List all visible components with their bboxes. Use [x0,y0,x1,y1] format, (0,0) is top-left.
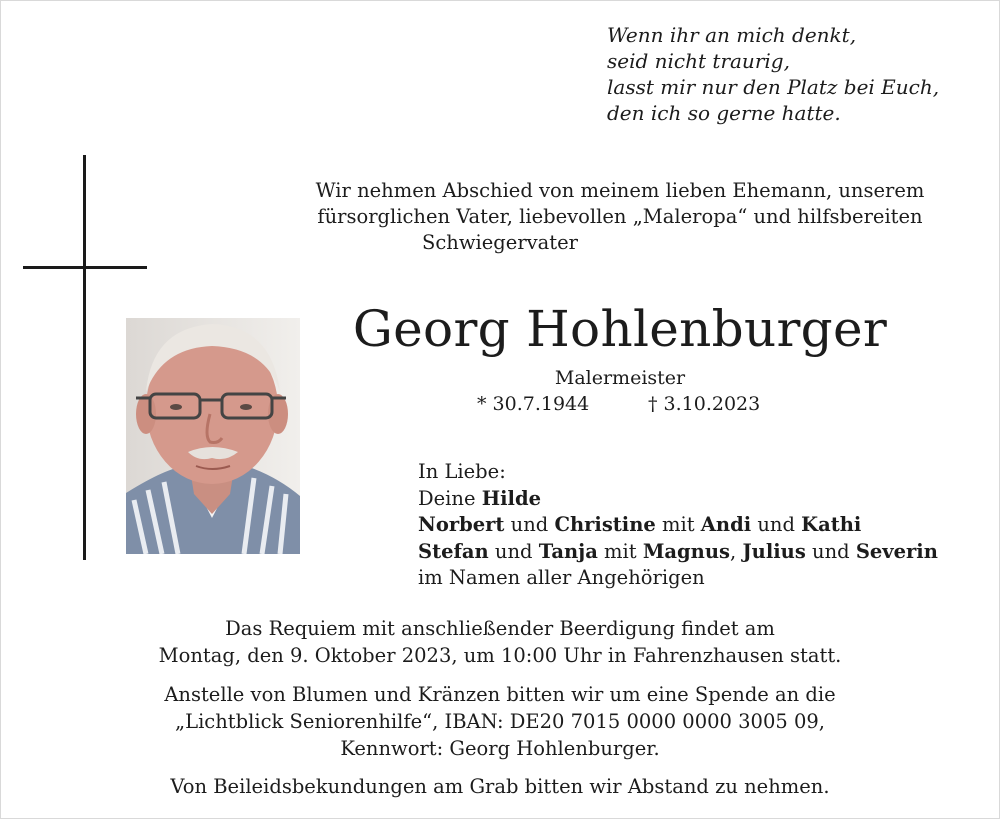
text: und [504,513,555,536]
farewell-line: Schwiegervater [422,231,578,254]
death-date: † 3.10.2023 [648,393,761,415]
poem-line: Wenn ihr an mich denkt, [607,23,857,47]
cross-icon-bar [23,266,147,269]
mourner-line [418,486,938,513]
text: und [488,539,539,563]
profession: Malermeister [554,367,686,389]
mourner-name: Kathi [801,513,862,536]
mourner-line [418,512,938,539]
poem [607,22,939,126]
condolence-line: Von Beileidsbekundungen am Grab bitten wir Abstand zu nehmen. [170,775,830,798]
mourner-name: Julius [742,539,806,563]
text: mit [597,539,643,563]
poem-line: seid nicht traurig, [607,49,790,73]
mourner-name: Christine [554,513,656,536]
requiem-line: Das Requiem mit anschließender Beerdigung findet am [225,617,775,640]
donation-line: Anstelle von Blumen und Kränzen bitten wir um eine Spende an die [164,683,836,706]
cross-icon [83,155,86,560]
donation-line: Kennwort: Georg Hohlenburger. [340,737,660,760]
mourner-name: Tanja [538,539,598,563]
mourner-name: Magnus [642,539,731,563]
condolence-notice [100,773,900,800]
requiem-line: Montag, den 9. Oktober 2023, um 10:00 Uhr in Fahrenzhausen statt. [158,644,842,667]
farewell-text [250,178,990,256]
text: , [730,539,743,563]
farewell-line: Wir nehmen Abschied von meinem lieben Ehemann, unserem [315,179,925,202]
poem-line: lasst mir nur den Platz bei Euch, [607,75,940,99]
portrait-image [126,318,300,554]
text: und [805,539,856,563]
requiem-notice [100,615,900,669]
mourner-name: Norbert [418,513,505,536]
portrait-photo [126,318,300,554]
mourner-name: Hilde [481,486,541,510]
mourners [418,459,938,592]
greeting: In Liebe: [418,460,506,483]
text: Deine [418,486,482,510]
donation-line: „Lichtblick Seniorenhilfe“, IBAN: DE20 7015 0000 0000 3005 09, [175,710,825,733]
text: und [751,513,802,536]
farewell-line: fürsorglichen Vater, liebevollen „Maleropa“ und hilfsbereiten [317,205,923,228]
closing-line: im Namen aller Angehörigen [418,566,705,589]
mourner-name: Andi [700,513,752,536]
poem-line: den ich so gerne hatte. [607,101,841,125]
mourner-name: Severin [855,539,938,563]
deceased-name: Georg Hohlenburger [352,300,888,358]
birth-date: * 30.7.1944 [477,393,590,415]
mourner-name: Stefan [418,539,489,563]
text: mit [655,513,701,536]
mourner-line [418,539,938,566]
donation-notice [100,681,900,762]
